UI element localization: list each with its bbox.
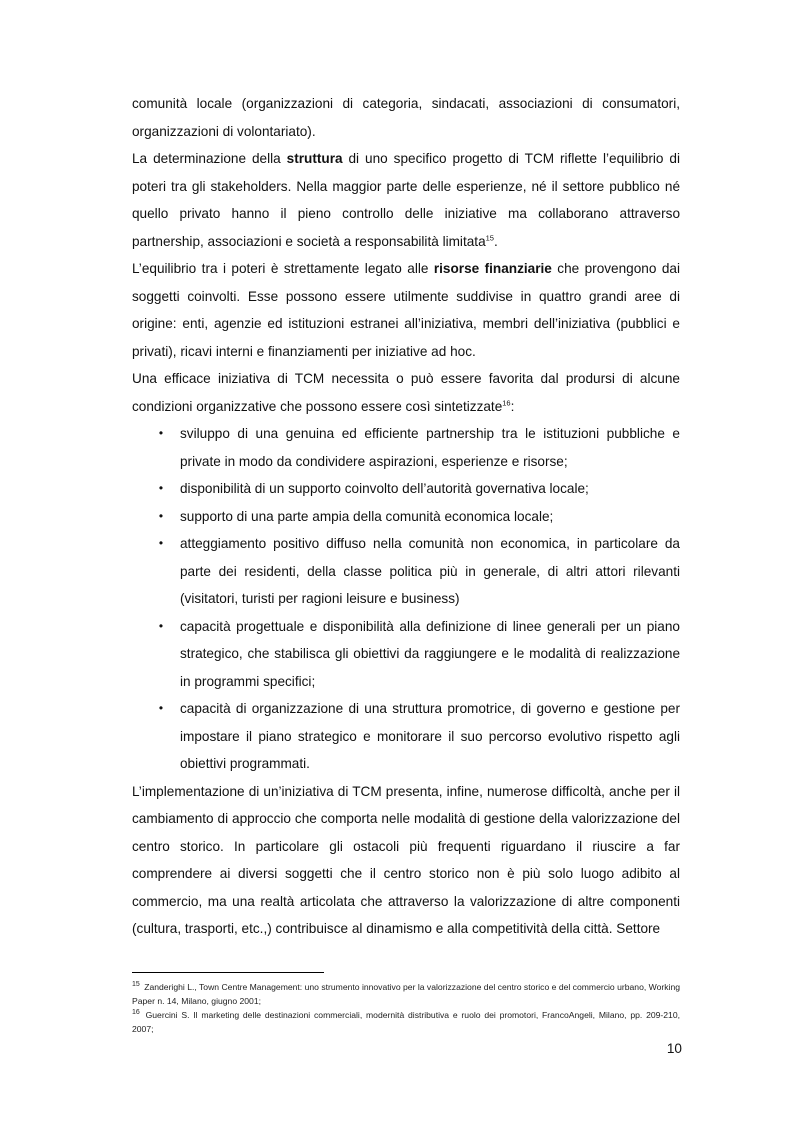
bullet-icon: • (158, 426, 164, 440)
list-item: • capacità progettuale e disponibilità alla definizione di linee generali per un piano strategico, che stabilisca gli obiettivi da raggiungere e le modalità di realizzazione in programmi specifici; (132, 613, 680, 696)
list-item: • sviluppo di una genuina ed efficiente partnership tra le istituzioni pubbliche e private in modo da condividere aspirazioni, esperienze e risorse; (132, 420, 680, 475)
footnote-number: 15 (132, 981, 140, 989)
list-item: • disponibilità di un supporto coinvolto dell’autorità governativa locale; (132, 475, 680, 503)
bullet-icon: • (158, 618, 164, 633)
footnote-ref-16[interactable]: 16 (502, 397, 511, 407)
page-number: 10 (666, 1041, 682, 1056)
footnote-separator (132, 972, 324, 973)
list-item: • atteggiamento positivo diffuso nella comunità non economica, in particolare da parte dei residenti, della classe politica più in generale, di altri attori rilevanti (visitatori, turisti per ragioni leisure e business) (132, 530, 680, 613)
paragraph-5: L’implementazione di un’iniziativa di TCM presenta, infine, numerose difficoltà, anche per il cambiamento di approccio che comporta nelle modalità di gestione della valorizzazione del centro storico. In particolare gli ostacoli più frequenti riguardano il riuscire a far comprendere ai diversi soggetti che il centro storico non è più solo luogo adibito al commercio, ma una realtà articolata che attraverso la valorizzazione di altre componenti (cultura, trasporti, etc.,) contribuisce al dinamismo e alla competitività della città. Settore (132, 783, 680, 936)
paragraph-4: Una efficace iniziativa di TCM necessita o può essere favorita dal prodursi di alcune condizioni organizzative che possono essere così sintetizzate$^{16}$: (132, 371, 680, 414)
footnote-ref-15[interactable]: 15 (485, 232, 494, 242)
paragraph-2: La determinazione della struttura di uno specifico progetto di TCM riflette l’equilibrio di poteri tra gli stakeholders. Nella maggior parte delle esperienze, né il settore pubblico né quello privato hanno il pieno controllo delle iniziative ma collaborano attraverso partnership, associazioni e società a responsabilità limitata$^{15}$. (132, 151, 680, 249)
list-item: • capacità di organizzazione di una struttura promotrice, di governo e gestione per impostare il piano strategico e monitorare il suo percorso evolutivo rispetto agli obiettivi programmati. (132, 695, 680, 778)
footnote-16: $^{16}$ Guercini S. Il marketing delle destinazioni commerciali, modernità distributiva e ruolo dei promotori, FrancoAngeli, Milano, pp. 209-210, 2007; (132, 1009, 680, 1034)
bold-term-struttura: struttura (286, 151, 343, 166)
conditions-list (132, 420, 680, 778)
paragraph-3: L’equilibrio tra i poteri è strettamente legato alle risorse finanziarie che provengono dai soggetti coinvolti. Esse possono essere utilmente suddivise in quattro grandi aree di origine: enti, agenzie ed istituzioni estranei all’iniziativa, membri dell’iniziativa (pubblici e privati), ricavi interni e finanziamenti per iniziative ad hoc. (132, 261, 680, 359)
bullet-icon: • (158, 481, 164, 495)
page-body (132, 90, 680, 943)
bullet-icon: • (158, 508, 164, 523)
bold-term-risorse-finanziarie: risorse finanziarie (433, 261, 552, 276)
paragraph-1: comunità locale (organizzazioni di categoria, sindacati, associazioni di consumatori, organizzazioni di volontariato). (132, 96, 680, 139)
footnotes (132, 980, 680, 1036)
bullet-icon: • (158, 536, 164, 550)
footnote-number: 16 (132, 1009, 140, 1017)
footnote-15: $^{15}$ Zanderighi L., Town Centre Management: uno strumento innovativo per la valorizzazione del centro storico e del commercio urbano, Working Paper n. 14, Milano, giugno 2001; (132, 981, 681, 1006)
bullet-icon: • (158, 701, 164, 715)
list-item: • supporto di una parte ampia della comunità economica locale; (132, 503, 680, 531)
